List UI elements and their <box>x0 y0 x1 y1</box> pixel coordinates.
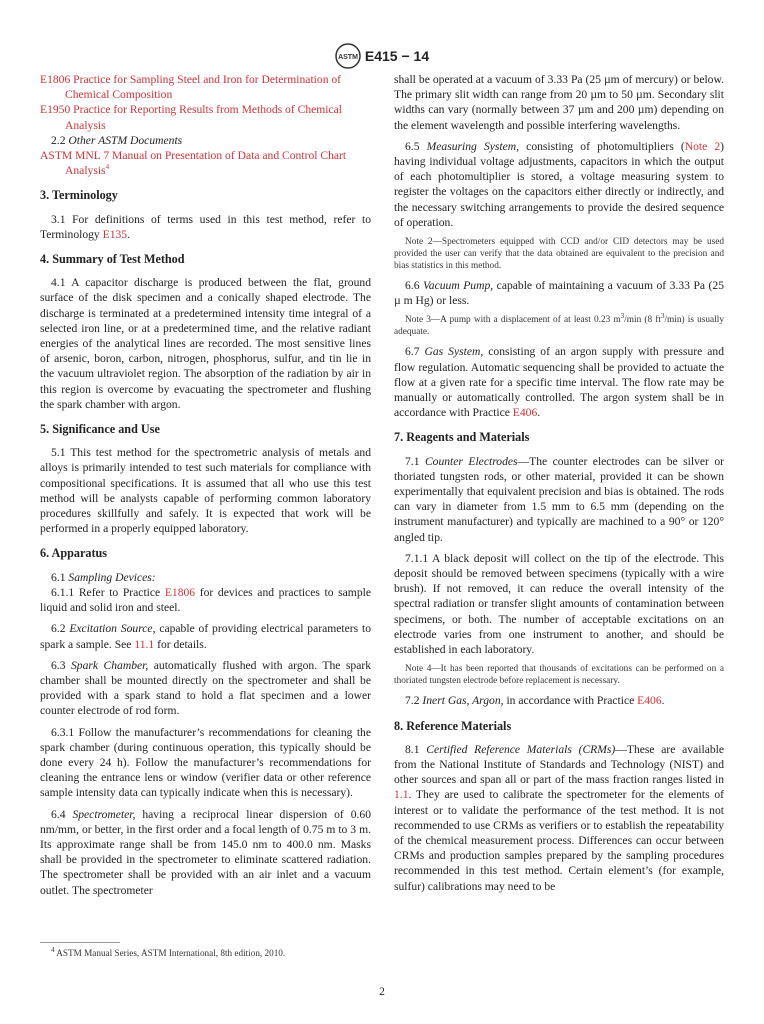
note-text: Note 3—A pump with a displacement of at least 0.23 m <box>405 315 621 326</box>
section-number: 6.4 <box>51 807 73 821</box>
paragraph-4-1: 4.1 A capacitor discharge is produced between the flat, ground surface of the disk specimen and a conically shaped electrode. The discharge is terminated at a predetermined intensity time integral of a selected iron line, or at a predetermined time, and the relative radiant energies of the analytical lines are recorded. The most sensitive lines of arsenic, boron, carbon, nitrogen, phosphorus, sulfur, and tin lie in the vacuum ultraviolet region. The absorption of the radiation by air in this region is overcome by evacuating the spectrometer and flushing the spark chamber with argon. <box>40 276 371 411</box>
paragraph-text: —The counter electrodes can be silver or thoriated tungsten rods, or other material, provided it can be shown experimentally that equivalent precision and bias is obtained. The rods can vary in diameter from 1.5 mm to 6.5 mm (depending on the instrument manufacturer) and typically are machined to a 90° or 120° angled tip. <box>394 454 724 544</box>
note-2: Note 2—Spectrometers equipped with CCD and/or CID detectors may be used provided the user can verify that the data obtained are equivalent to the precision and bias statistics in this method. <box>394 237 724 272</box>
paragraph-6-2 <box>40 621 371 651</box>
ref-link[interactable]: Note 2 <box>684 139 721 153</box>
ref-link[interactable]: E135 <box>102 227 128 241</box>
section-number: 6.1 <box>51 570 69 584</box>
paragraph-3-1 <box>40 212 371 242</box>
ref-link[interactable]: E1950 <box>40 103 71 117</box>
paragraph-text: in accordance with Practice <box>503 694 638 708</box>
right-column <box>394 72 724 894</box>
footnote-divider <box>40 942 120 943</box>
ref-title[interactable]: Practice for Reporting Results from Methods of Chemical Analysis <box>65 103 343 132</box>
section-number: 7.2 <box>405 694 423 708</box>
paragraph-text: ) having individual voltage adjustments, capacitors in which the output of each photomultiplier is stored, a voltage measuring system to register the voltages on the capacitors either directly or indirectly, and the necessary switching arrangements to provide the desired sequence of operation. <box>394 139 725 229</box>
section-title: Counter Electrodes <box>424 454 518 468</box>
svg-text:ASTM: ASTM <box>337 54 358 61</box>
reference-e1806 <box>40 72 371 102</box>
heading-reference-materials: 8. Reference Materials <box>394 718 512 733</box>
paragraph-text: . <box>537 406 541 420</box>
paragraph-6-1 <box>40 570 371 585</box>
ref-link[interactable]: E1806 <box>164 585 196 599</box>
heading-significance: 5. Significance and Use <box>40 422 160 437</box>
paragraph-6-3 <box>40 658 371 719</box>
paragraph-text: —These are available from the National Institute of Standards and Technology (NIST) and other sources and span all or part of the mass fraction ranges listed in <box>394 742 724 787</box>
paragraph-text: 3.1 For definitions of terms used in this test method, refer to Terminology <box>40 212 371 241</box>
paragraph-5-1: 5.1 This test method for the spectrometric analysis of metals and alloys is primarily intended to test such materials for compliance with compositional specifications. It is assumed that all who use this test method will be analysts capable of performing common laboratory procedures skillfully and safely. It is expected that work will be performed in a properly equipped laboratory. <box>40 446 371 536</box>
note-text: /min (8 ft <box>624 315 661 326</box>
paragraph-text: . They are used to calibrate the spectrometer for the elements of interest or to validate the performance of the test method. It is not recommended to use CRMs as verifiers or to establish the repeatability of the chemical measurement process. Differences can occur between CRMs and production samples prepared by the sampling procedures recommended in this test method. Certain element’s (for example, sulfur) calibrations may need to be <box>394 788 724 893</box>
section-title: Other ASTM Documents <box>68 133 183 147</box>
ref-title[interactable]: ASTM MNL 7 Manual on Presentation of Data and Control Chart Analysis <box>40 149 347 178</box>
paragraph-text: for devices and practices to sample liquid and solid iron and steel. <box>40 585 371 615</box>
section-number: 8.1 <box>405 742 427 756</box>
footnote-marker: 4 <box>51 945 55 954</box>
paragraph-text: . <box>661 694 665 708</box>
paragraph-text: automatically flushed with argon. The spark chamber shall be mounted directly on the spectrometer and shall be provided with a spark stand to hold a flat specimen and a lower counter electrode of rod form. <box>40 658 372 718</box>
section-title: Sampling Devices: <box>68 570 156 584</box>
paragraph-6-6 <box>394 278 724 308</box>
paragraph-7-2 <box>394 693 724 708</box>
ref-link[interactable]: E406 <box>512 406 538 420</box>
section-number: 6.7 <box>405 345 425 359</box>
heading-summary: 4. Summary of Test Method <box>40 252 185 267</box>
note-3 <box>394 314 724 338</box>
paragraph-text: 6.1.1 Refer to Practice <box>51 585 165 599</box>
section-title: Inert Gas, Argon, <box>422 694 504 708</box>
paragraph-6-3-1: 6.3.1 Follow the manufacturer’s recommendations for cleaning the spark chamber (during continuous operation, this typically should be done every 24 h). Follow the manufacturer’s recommendations for cleaning the entrance lens or window (verifier data or other reference sample intensity data can typically indicate when this is necessary). <box>40 725 371 800</box>
ref-title[interactable]: Practice for Sampling Steel and Iron for Determination of Chemical Composition <box>65 73 342 102</box>
section-number: 2.2 <box>51 133 69 147</box>
heading-reagents: 7. Reagents and Materials <box>394 430 530 445</box>
paragraph-7-1 <box>394 454 724 545</box>
paragraph-8-1 <box>394 742 724 894</box>
heading-apparatus: 6. Apparatus <box>40 546 108 561</box>
paragraph-text: consisting of an argon supply with pressure and flow regulation. Automatic sequencing shall be provided to actuate the flow at a given rate for a specific time interval. The flow rate may be manually or automatically controlled. The argon system shall be in accordance with Practice <box>394 345 724 420</box>
superscript: 3 <box>660 312 665 321</box>
ref-link[interactable]: 11.1 <box>134 637 155 651</box>
section-2-2 <box>40 133 371 148</box>
paragraph-text: having a reciprocal linear dispersion of 0.60 nm/mm, or better, in the first order and a focal length of 0.75 m to 3 m. Its approximate range shall be from 145.0 nm to 400.0 nm. Masks shall be provided in the spectrometer to eliminate scattered radiation. The spectrometer shall be provided with an air inlet and a vacuum outlet. The spectrometer <box>40 807 371 897</box>
paragraph-6-1-1 <box>40 585 371 615</box>
reference-e1950 <box>40 102 371 132</box>
document-id: E415 − 14 <box>364 48 430 64</box>
footnote-marker: 4 <box>105 163 110 172</box>
paragraph-text: . <box>127 227 131 241</box>
section-title: Spark Chamber, <box>70 658 149 672</box>
astm-logo-icon <box>335 43 361 69</box>
note-text: /min) is usually adequate. <box>394 315 724 338</box>
page-header <box>0 43 764 69</box>
paragraph-6-4 <box>40 807 371 898</box>
section-title: Certified Reference Materials (CRMs) <box>426 742 616 756</box>
paragraph-text: capable of providing electrical parameters to spark a sample. See <box>40 622 371 651</box>
ref-link[interactable]: E406 <box>637 694 662 708</box>
section-title: Measuring System, <box>426 139 520 153</box>
section-number: 7.1 <box>405 454 425 468</box>
section-title: Excitation Source, <box>69 622 156 636</box>
section-title: Gas System, <box>424 345 484 359</box>
section-number: 6.5 <box>405 139 427 153</box>
section-number: 6.2 <box>51 622 70 636</box>
paragraph-6-7 <box>394 344 724 420</box>
paragraph-text: consisting of photomultipliers ( <box>519 139 685 153</box>
ref-link[interactable]: E1806 <box>40 73 71 86</box>
ref-link[interactable]: 1.1 <box>394 788 409 802</box>
paragraph-6-4-continued: shall be operated at a vacuum of 3.33 Pa (25 µm of mercury) or below. The primary slit width can range from 20 µm to 50 µm. Secondary slit widths can vary (normally between 37 µm and 200 µm) depending on the element wavelength and possible interfering wavelengths. <box>394 73 724 132</box>
paragraph-6-5 <box>394 139 724 230</box>
reference-mnl7[interactable] <box>40 148 371 178</box>
note-4: Note 4—It has been reported that thousands of excitations can be performed on a thoriated tungsten electrode before replacement is necessary. <box>394 664 724 687</box>
paragraph-text: capable of maintaining a vacuum of 3.33 Pa (25 µ m Hg) or less. <box>394 279 724 308</box>
section-number: 6.3 <box>51 658 71 672</box>
section-number: 6.6 <box>405 279 423 293</box>
section-title: Vacuum Pump, <box>423 279 494 293</box>
paragraph-7-1-1: 7.1.1 A black deposit will collect on the tip of the electrode. This deposit should be removed between specimens (typically with a wire brush). If not removed, it can reduce the overall intensity of the spectral radiation or transfer slight amounts of contamination between specimens, or both. The number of acceptable excitations on an electrode varies from one instrument to another, and should be established in each laboratory. <box>394 551 724 657</box>
left-column <box>40 72 371 898</box>
footnote <box>40 945 371 958</box>
paragraph-text: for details. <box>154 637 207 651</box>
heading-terminology: 3. Terminology <box>40 188 118 203</box>
superscript: 3 <box>620 312 625 321</box>
page-number: 2 <box>379 986 385 998</box>
section-title: Spectrometer, <box>72 807 136 821</box>
footnote-text: ASTM Manual Series, ASTM International, 8th edition, 2010. <box>54 948 286 958</box>
